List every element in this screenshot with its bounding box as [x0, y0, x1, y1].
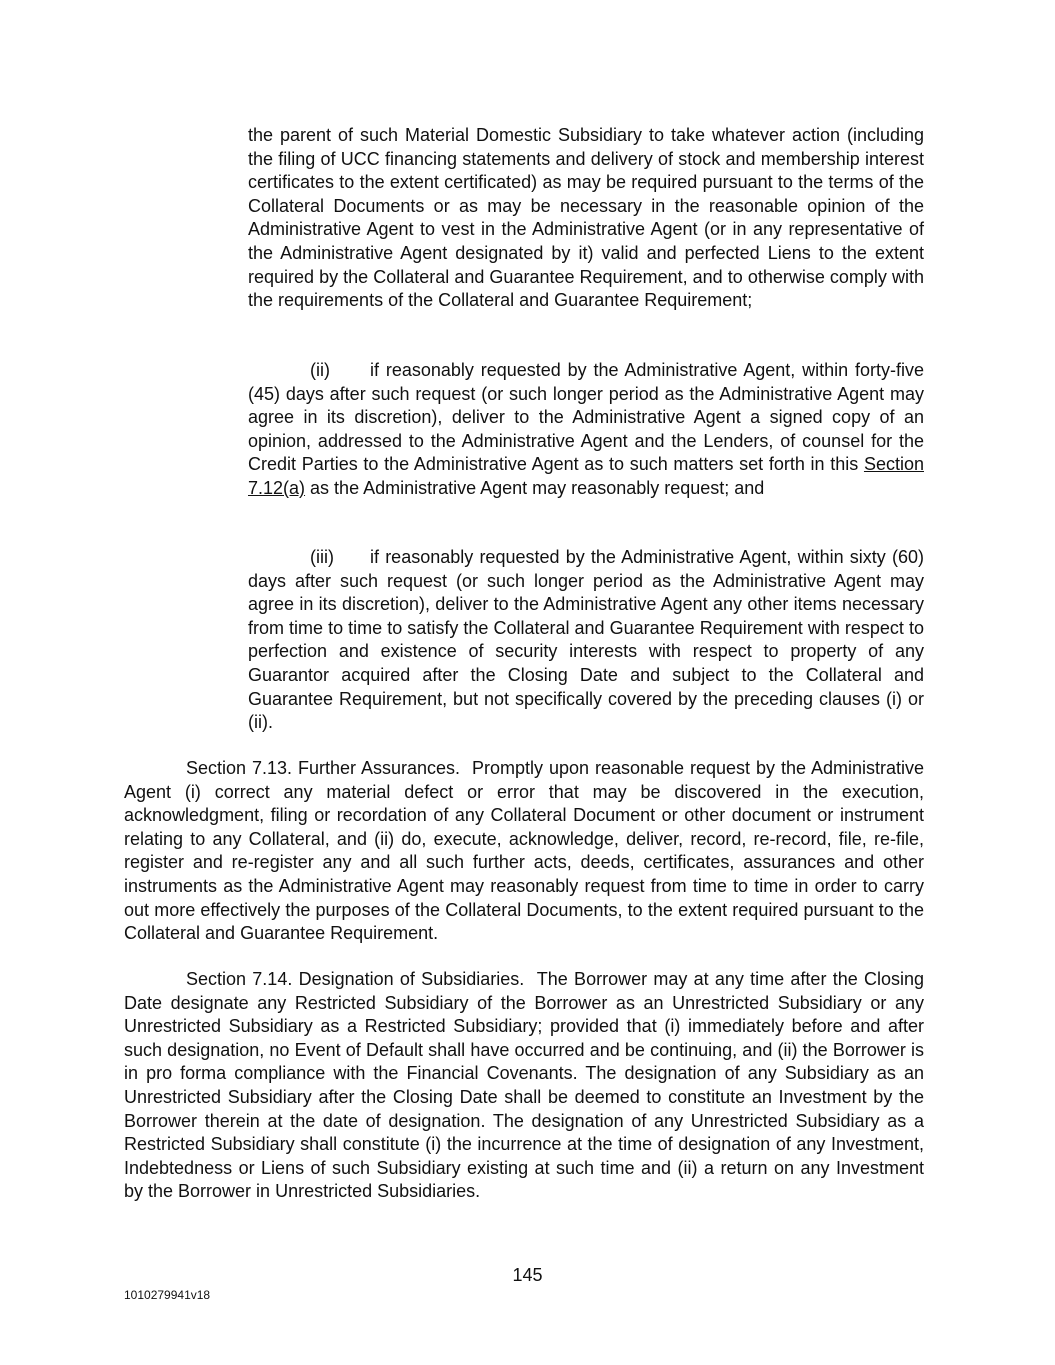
clause-ii-number: (ii): [310, 360, 330, 380]
clause-ii-text: if reasonably requested by the Administrative Agent, within forty-five (45) days after such request (or such longer period as the Administrative Agent may agree in its discretion), deliver to the Administrative Agent a signed copy of an opinion, addressed to the Administrative Agent and the Lenders, of counsel for the Credit Parties to the Administrative Agent as to such matters set forth in this: [248, 360, 924, 475]
clause-iii-number: (iii): [310, 547, 334, 567]
clause-ii-text-end: as the Administrative Agent may reasonably request; and: [305, 477, 765, 498]
section-7-13-text: Promptly upon reasonable request by the Administrative Agent (i) correct any material defect or error that may be discovered in the execution, acknowledgment, filing or recordation of any Collateral Document or other document or instrument relating to any Collateral, and (ii) do, execute, acknowledge, deliver, record, re-record, file, re-file, register and re-register any and all such further acts, deeds, certificates, assurances and other instruments as the Administrative Agent may reasonably request from time to time in order to carry out more effectively the purposes of the Collateral Documents, to the extent required pursuant to the Collateral and Guarantee Requirement.: [124, 758, 924, 944]
page-number: 145: [512, 1265, 543, 1285]
document-id: 1010279941v18: [124, 1288, 211, 1302]
clause-iii: [248, 546, 924, 735]
section-7-13-heading: Section 7.13. Further Assurances.: [186, 758, 461, 778]
clause-ii: [248, 359, 924, 501]
section-7-14: [124, 968, 924, 1204]
section-7-12a-reference[interactable]: Section 7.12(a): [248, 454, 924, 498]
clause-iii-text: if reasonably requested by the Administrative Agent, within sixty (60) days after such request (or such longer period as the Administrative Agent may agree in its discretion), deliver to the Administrative Agent any other items necessary from time to time to satisfy the Collateral and Guarantee Requirement with respect to perfection and existence of security interests with respect to property of any Guarantor acquired after the Closing Date and subject to the Collateral and Guarantee Requirement, but not specifically covered by the preceding clauses (i) or (ii).: [248, 547, 924, 733]
section-7-14-heading: Section 7.14. Designation of Subsidiaries.: [186, 969, 525, 989]
section-7-13: [124, 757, 924, 946]
section-7-14-text: The Borrower may at any time after the Closing Date designate any Restricted Subsidiary of the Borrower as an Unrestricted Subsidiary or any Unrestricted Subsidiary as a Restricted Subsidiary; provided that (i) immediately before and after such designation, no Event of Default shall have occurred and be continuing, and (ii) the Borrower is in pro forma compliance with the Financial Covenants. The designation of any Subsidiary as an Unrestricted Subsidiary after the Closing Date shall be deemed to constitute an Investment by the Borrower therein at the date of designation. The designation of any Unrestricted Subsidiary as a Restricted Subsidiary shall constitute (i) the incurrence at the time of designation of any Investment, Indebtedness or Liens of such Subsidiary existing at such time and (ii) a return on any Investment by the Borrower in Unrestricted Subsidiaries.: [124, 969, 925, 1202]
clause-i-continuation: the parent of such Material Domestic Subsidiary to take whatever action (including the filing of UCC financing statements and delivery of stock and membership interest certificates to the extent certificated) as may be required pursuant to the terms of the Collateral Documents or as may be necessary in the reasonable opinion of the Administrative Agent to vest in the Administrative Agent (or in any representative of the Administrative Agent designated by it) valid and perfected Liens to the extent required by the Collateral and Guarantee Requirement, and to otherwise comply with the requirements of the Collateral and Guarantee Requirement;: [248, 125, 924, 311]
